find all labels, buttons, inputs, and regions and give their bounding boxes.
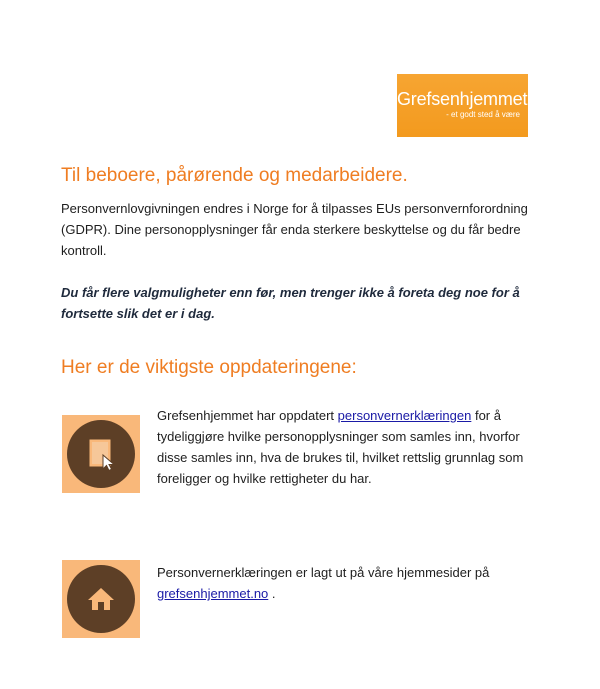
document-cursor-icon [67,420,135,488]
heading-updates: Her er de viktigste oppdateringene: [61,357,357,378]
logo [397,74,528,137]
heading-audience: Til beboere, pårørende og medarbeidere. [61,165,408,186]
logo-name: Grefsenhjemmet [397,89,528,109]
home-icon-box [62,560,140,638]
item-2-text-after: . [268,586,276,601]
privacy-statement-link[interactable]: personvernerklæringen [337,408,472,423]
update-item-1-text [157,405,537,489]
website-link[interactable]: grefsenhjemmet.no [157,586,269,601]
item-1-text-after: for å tydeliggjøre hvilke personopplysninger som samles inn, hvorfor disse samles inn, hva de brukes til, hvilket rettslig grunnlag som foreligger og hvilke rettigheter du har. [157,408,524,486]
item-1-text-before: Grefsenhjemmet har oppdatert [157,408,338,423]
item-2-text-before: Personvernerklæringen er lagt ut på våre hjemmesider på [157,565,490,580]
document-cursor-icon-box [62,415,140,493]
logo-tagline: - et godt sted å være [446,110,520,119]
intro-paragraph: Personvernlovgivningen endres i Norge for å tilpasses EUs personvernforordning (GDPR). Dine personopplysninger får enda sterkere beskyttelse og du får bedre kontroll. [61,201,528,258]
emphasis-paragraph: Du får flere valgmuligheter enn før, men trenger ikke å foreta deg noe for å fortsette slik det er i dag. [61,285,520,321]
update-item-2-text [157,562,537,604]
home-icon [67,565,135,633]
